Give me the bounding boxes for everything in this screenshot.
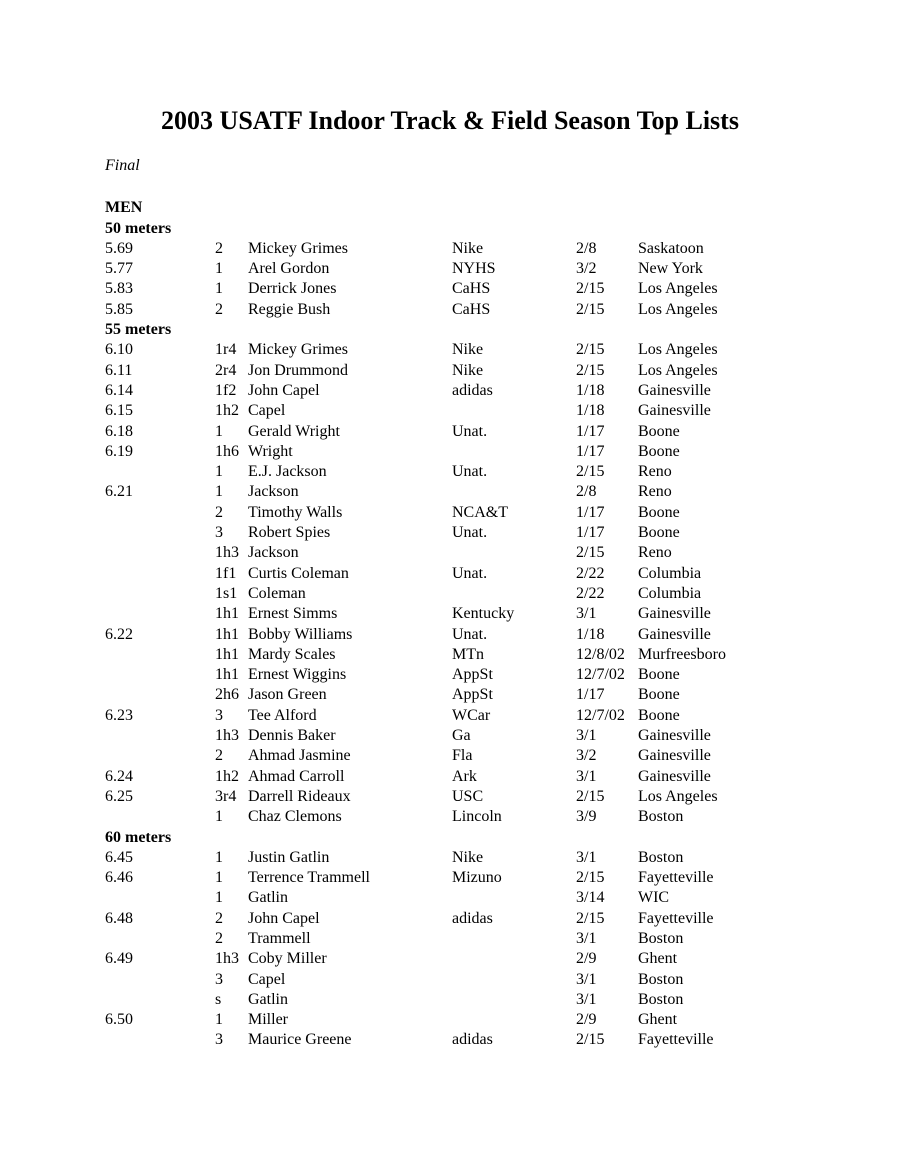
result-place: 1h2 (215, 402, 239, 420)
result-row (105, 543, 840, 563)
result-athlete: E.J. Jackson (248, 463, 327, 481)
result-location: Gainesville (638, 402, 711, 420)
result-place: 1f2 (215, 381, 237, 399)
result-affiliation: Unat. (452, 625, 488, 643)
result-affiliation: Nike (452, 848, 484, 866)
result-mark: 6.45 (105, 848, 133, 866)
result-mark: 6.48 (105, 909, 133, 927)
result-location: Boone (638, 422, 680, 440)
result-row (105, 604, 840, 624)
result-date: 1/17 (576, 686, 605, 704)
result-date: 1/18 (576, 402, 605, 420)
result-affiliation: NCA&T (452, 503, 508, 521)
result-location: Columbia (638, 584, 702, 602)
result-location: Boston (638, 970, 684, 988)
result-mark: 6.11 (105, 361, 133, 379)
result-date: 3/14 (576, 889, 605, 907)
event-section (105, 320, 840, 827)
result-row (105, 340, 840, 360)
result-athlete: Gerald Wright (248, 422, 340, 440)
result-row (105, 726, 840, 746)
result-athlete: Jackson (248, 483, 299, 501)
result-row (105, 787, 840, 807)
result-row (105, 1010, 840, 1030)
result-date: 2/15 (576, 463, 605, 481)
result-affiliation: Lincoln (452, 808, 502, 826)
result-row (105, 503, 840, 523)
result-location: Los Angeles (638, 300, 718, 318)
result-location: Boone (638, 666, 680, 684)
result-row (105, 401, 840, 421)
section-rows (105, 239, 840, 320)
result-athlete: Chaz Clemons (248, 808, 342, 826)
result-location: Gainesville (638, 605, 711, 623)
result-location: Boston (638, 990, 684, 1008)
result-row (105, 746, 840, 766)
result-place: 1 (215, 1011, 223, 1029)
result-location: WIC (638, 889, 670, 907)
result-location: Los Angeles (638, 341, 718, 359)
result-row (105, 909, 840, 929)
result-row (105, 868, 840, 888)
result-affiliation: adidas (452, 909, 493, 927)
result-row (105, 381, 840, 401)
result-date: 2/15 (576, 869, 605, 887)
result-place: 1h2 (215, 767, 239, 785)
result-row (105, 564, 840, 584)
result-affiliation: USC (452, 787, 484, 805)
result-place: 2 (215, 929, 223, 947)
result-location: Columbia (638, 564, 702, 582)
result-place: 3 (215, 970, 223, 988)
result-date: 3/1 (576, 970, 597, 988)
result-place: s (215, 990, 222, 1008)
result-date: 3/2 (576, 260, 597, 278)
result-row (105, 422, 840, 442)
result-place: 1h6 (215, 442, 239, 460)
result-location: New York (638, 260, 703, 278)
result-row (105, 584, 840, 604)
result-row (105, 970, 840, 990)
event-section (105, 219, 840, 320)
result-athlete: Arel Gordon (248, 260, 330, 278)
result-athlete: Mardy Scales (248, 645, 336, 663)
result-mark: 5.69 (105, 239, 133, 257)
result-affiliation: Ark (452, 767, 477, 785)
result-date: 2/15 (576, 300, 605, 318)
result-athlete: Maurice Greene (248, 1031, 352, 1049)
result-affiliation: MTn (452, 645, 484, 663)
result-location: Ghent (638, 1011, 678, 1029)
result-athlete: Timothy Walls (248, 503, 343, 521)
result-date: 1/17 (576, 503, 605, 521)
event-heading: 55 meters (105, 321, 172, 339)
result-date: 1/17 (576, 422, 605, 440)
result-athlete: Curtis Coleman (248, 564, 349, 582)
result-place: 1s1 (215, 584, 238, 602)
result-place: 1h3 (215, 727, 239, 745)
result-affiliation: Unat. (452, 564, 488, 582)
result-mark: 6.49 (105, 950, 133, 968)
result-row (105, 645, 840, 665)
result-date: 3/1 (576, 727, 597, 745)
result-place: 1 (215, 848, 223, 866)
result-mark: 6.19 (105, 442, 133, 460)
result-date: 2/8 (576, 483, 597, 501)
result-athlete: Coby Miller (248, 950, 327, 968)
result-row (105, 279, 840, 299)
result-place: 1h3 (215, 544, 239, 562)
result-place: 3r4 (215, 787, 237, 805)
result-location: Boone (638, 503, 680, 521)
result-place: 1 (215, 808, 223, 826)
result-row (105, 361, 840, 381)
result-row (105, 929, 840, 949)
result-affiliation: Unat. (452, 422, 488, 440)
result-row (105, 625, 840, 645)
result-location: Boone (638, 686, 680, 704)
result-row (105, 990, 840, 1010)
result-athlete: Mickey Grimes (248, 341, 348, 359)
result-place: 1f1 (215, 564, 237, 582)
result-date: 1/18 (576, 625, 605, 643)
result-place: 1h1 (215, 625, 239, 643)
event-heading: 50 meters (105, 219, 172, 237)
result-row (105, 1030, 840, 1050)
result-affiliation: Mizuno (452, 869, 502, 887)
section-rows (105, 340, 840, 827)
result-date: 2/9 (576, 1011, 597, 1029)
result-date: 3/1 (576, 929, 597, 947)
result-athlete: Terrence Trammell (248, 869, 370, 887)
result-athlete: Darrell Rideaux (248, 787, 351, 805)
result-location: Boston (638, 808, 684, 826)
result-affiliation: AppSt (452, 666, 493, 684)
result-affiliation: Ga (452, 727, 471, 745)
document-body (105, 156, 840, 1051)
result-date: 2/15 (576, 1031, 605, 1049)
result-location: Gainesville (638, 727, 711, 745)
result-location: Saskatoon (638, 239, 704, 257)
result-athlete: Reggie Bush (248, 300, 331, 318)
result-athlete: Derrick Jones (248, 280, 337, 298)
result-date: 12/8/02 (576, 645, 625, 663)
result-location: Ghent (638, 950, 678, 968)
result-athlete: Ahmad Jasmine (248, 747, 351, 765)
result-mark: 6.14 (105, 381, 133, 399)
result-location: Los Angeles (638, 361, 718, 379)
result-location: Murfreesboro (638, 645, 726, 663)
result-place: 2 (215, 909, 223, 927)
result-athlete: Ernest Wiggins (248, 666, 347, 684)
result-location: Fayetteville (638, 869, 714, 887)
result-date: 2/22 (576, 564, 605, 582)
result-place: 1 (215, 280, 223, 298)
result-affiliation: Fla (452, 747, 473, 765)
result-affiliation: Kentucky (452, 605, 515, 623)
result-athlete: Capel (248, 970, 286, 988)
result-location: Reno (638, 483, 672, 501)
result-mark: 6.22 (105, 625, 133, 643)
result-location: Boone (638, 442, 680, 460)
result-date: 1/17 (576, 442, 605, 460)
result-mark: 6.21 (105, 483, 133, 501)
result-date: 1/17 (576, 524, 605, 542)
result-location: Gainesville (638, 381, 711, 399)
result-affiliation: adidas (452, 381, 493, 399)
result-date: 2/15 (576, 544, 605, 562)
result-place: 1 (215, 869, 223, 887)
result-athlete: Trammell (248, 929, 311, 947)
result-row (105, 685, 840, 705)
result-row (105, 949, 840, 969)
result-place: 1r4 (215, 341, 237, 359)
result-athlete: Gatlin (248, 889, 288, 907)
result-date: 12/7/02 (576, 706, 625, 724)
result-row (105, 442, 840, 462)
result-athlete: Tee Alford (248, 706, 317, 724)
result-row (105, 848, 840, 868)
result-date: 3/9 (576, 808, 597, 826)
result-date: 2/15 (576, 341, 605, 359)
result-affiliation: CaHS (452, 300, 491, 318)
result-athlete: Robert Spies (248, 524, 331, 542)
result-location: Reno (638, 544, 672, 562)
result-row (105, 767, 840, 787)
result-row (105, 300, 840, 320)
result-athlete: Miller (248, 1011, 288, 1029)
result-place: 1h1 (215, 605, 239, 623)
result-athlete: Justin Gatlin (248, 848, 330, 866)
result-row (105, 807, 840, 827)
result-mark: 5.85 (105, 300, 133, 318)
result-mark: 6.10 (105, 341, 133, 359)
result-affiliation: Unat. (452, 524, 488, 542)
event-section (105, 828, 840, 1051)
result-place: 3 (215, 524, 223, 542)
result-date: 3/1 (576, 990, 597, 1008)
result-place: 3 (215, 706, 223, 724)
result-mark: 5.83 (105, 280, 133, 298)
result-date: 3/1 (576, 605, 597, 623)
result-row (105, 523, 840, 543)
result-place: 2 (215, 300, 223, 318)
result-mark: 6.50 (105, 1011, 133, 1029)
result-date: 1/18 (576, 381, 605, 399)
result-place: 2 (215, 503, 223, 521)
result-athlete: Gatlin (248, 990, 288, 1008)
result-location: Los Angeles (638, 280, 718, 298)
result-mark: 6.15 (105, 402, 133, 420)
result-athlete: Wright (248, 442, 293, 460)
result-mark: 6.25 (105, 787, 133, 805)
result-place: 2r4 (215, 361, 237, 379)
result-athlete: John Capel (248, 381, 320, 399)
result-mark: 6.23 (105, 706, 133, 724)
result-athlete: Jason Green (248, 686, 327, 704)
result-athlete: Capel (248, 402, 286, 420)
result-mark: 5.77 (105, 260, 133, 278)
result-affiliation: Nike (452, 239, 484, 257)
result-place: 1 (215, 422, 223, 440)
result-date: 3/1 (576, 848, 597, 866)
result-place: 1h1 (215, 666, 239, 684)
result-place: 1h1 (215, 645, 239, 663)
result-location: Fayetteville (638, 1031, 714, 1049)
result-affiliation: WCar (452, 706, 491, 724)
result-athlete: Jon Drummond (248, 361, 348, 379)
result-athlete: Jackson (248, 544, 299, 562)
result-affiliation: Unat. (452, 463, 488, 481)
result-affiliation: adidas (452, 1031, 493, 1049)
result-row (105, 462, 840, 482)
result-athlete: John Capel (248, 909, 320, 927)
result-mark: 6.24 (105, 767, 133, 785)
status-note: Final (105, 157, 140, 174)
result-row (105, 888, 840, 908)
result-location: Gainesville (638, 747, 711, 765)
result-athlete: Bobby Williams (248, 625, 353, 643)
result-row (105, 706, 840, 726)
result-place: 1 (215, 889, 223, 907)
result-place: 1 (215, 483, 223, 501)
result-date: 2/9 (576, 950, 597, 968)
result-location: Gainesville (638, 767, 711, 785)
result-place: 2h6 (215, 686, 239, 704)
result-mark: 6.18 (105, 422, 133, 440)
result-athlete: Mickey Grimes (248, 239, 348, 257)
event-heading: 60 meters (105, 828, 172, 846)
result-athlete: Ahmad Carroll (248, 767, 345, 785)
result-place: 2 (215, 747, 223, 765)
result-date: 3/2 (576, 747, 597, 765)
result-location: Boston (638, 929, 684, 947)
result-date: 2/22 (576, 584, 605, 602)
result-location: Gainesville (638, 625, 711, 643)
result-date: 2/15 (576, 787, 605, 805)
result-place: 1 (215, 463, 223, 481)
result-affiliation: CaHS (452, 280, 491, 298)
result-location: Los Angeles (638, 787, 718, 805)
result-date: 3/1 (576, 767, 597, 785)
result-mark: 6.46 (105, 869, 133, 887)
result-place: 1h3 (215, 950, 239, 968)
result-place: 2 (215, 239, 223, 257)
result-row (105, 239, 840, 259)
section-rows (105, 848, 840, 1051)
result-place: 3 (215, 1031, 223, 1049)
result-place: 1 (215, 260, 223, 278)
page-title: 2003 USATF Indoor Track & Field Season Top Lists (161, 106, 739, 135)
result-athlete: Dennis Baker (248, 727, 336, 745)
result-date: 2/8 (576, 239, 597, 257)
result-location: Boone (638, 706, 680, 724)
result-affiliation: Nike (452, 341, 484, 359)
result-row (105, 482, 840, 502)
result-date: 12/7/02 (576, 666, 625, 684)
result-athlete: Ernest Simms (248, 605, 338, 623)
result-location: Boston (638, 848, 684, 866)
result-location: Reno (638, 463, 672, 481)
result-affiliation: NYHS (452, 260, 496, 278)
result-location: Boone (638, 524, 680, 542)
result-location: Fayetteville (638, 909, 714, 927)
result-row (105, 665, 840, 685)
result-athlete: Coleman (248, 584, 306, 602)
result-date: 2/15 (576, 280, 605, 298)
result-date: 2/15 (576, 361, 605, 379)
result-affiliation: AppSt (452, 686, 493, 704)
result-date: 2/15 (576, 909, 605, 927)
result-row (105, 259, 840, 279)
sections (105, 219, 840, 1051)
gender-heading: MEN (105, 199, 143, 217)
result-affiliation: Nike (452, 361, 484, 379)
